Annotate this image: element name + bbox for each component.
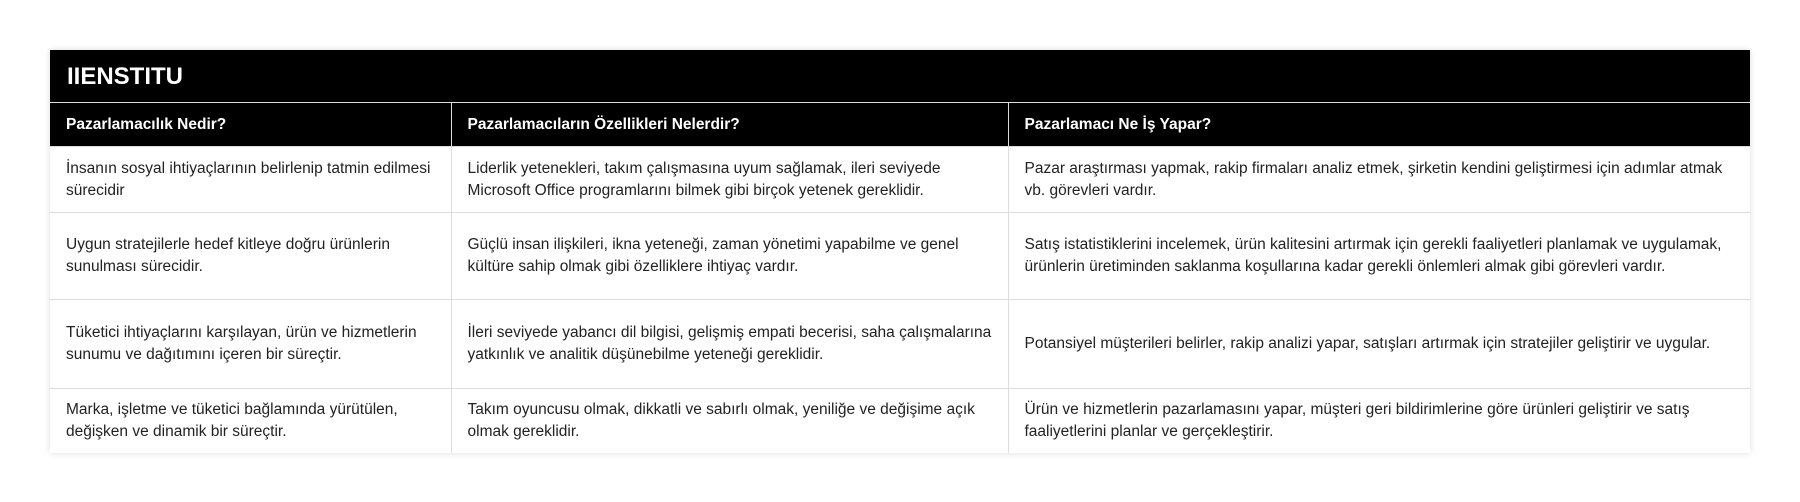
table-cell: Potansiyel müşterileri belirler, rakip analizi yapar, satışları artırmak için stratejiler geliştirir ve uygular.	[1008, 300, 1750, 389]
header-row	[50, 103, 1750, 147]
table-row	[50, 389, 1750, 454]
table-cell: İleri seviyede yabancı dil bilgisi, gelişmiş empati becerisi, saha çalışmalarına yatkınlık ve analitik düşünebilme yeteneği gereklidir.	[451, 300, 1008, 389]
table-cell: Tüketici ihtiyaçlarını karşılayan, ürün ve hizmetlerin sunumu ve dağıtımını içeren bir süreçtir.	[50, 300, 451, 389]
table-cell: İnsanın sosyal ihtiyaçlarının belirlenip tatmin edilmesi sürecidir	[50, 147, 451, 213]
table-cell: Ürün ve hizmetlerin pazarlamasını yapar, müşteri geri bildirimlerine göre ürünleri geliştirir ve satış faaliyetlerini planlar ve gerçekleştirir.	[1008, 389, 1750, 454]
table-row	[50, 147, 1750, 213]
table-cell: Pazar araştırması yapmak, rakip firmaları analiz etmek, şirketin kendini geliştirmesi için adımlar atmak vb. görevleri vardır.	[1008, 147, 1750, 213]
table-cell: Güçlü insan ilişkileri, ikna yeteneği, zaman yönetimi yapabilme ve genel kültüre sahip olmak gibi özelliklere ihtiyaç vardır.	[451, 213, 1008, 300]
column-header: Pazarlamacı Ne İş Yapar?	[1008, 103, 1750, 147]
table-cell: Marka, işletme ve tüketici bağlamında yürütülen, değişken ve dinamik bir süreçtir.	[50, 389, 451, 454]
column-header: Pazarlamacılık Nedir?	[50, 103, 451, 147]
table-cell: Satış istatistiklerini incelemek, ürün kalitesini artırmak için gerekli faaliyetleri planlamak ve uygulamak, ürünlerin üretiminden saklanma koşullarına kadar gerekli önlemleri almak gibi görevleri vardır.	[1008, 213, 1750, 300]
comparison-table	[50, 103, 1750, 453]
table-cell: Takım oyuncusu olmak, dikkatli ve sabırlı olmak, yeniliğe ve değişime açık olmak gereklidir.	[451, 389, 1008, 454]
table-title: IIENSTITU	[50, 50, 1750, 103]
table-cell: Uygun stratejilerle hedef kitleye doğru ürünlerin sunulması sürecidir.	[50, 213, 451, 300]
column-header: Pazarlamacıların Özellikleri Nelerdir?	[451, 103, 1008, 147]
table-row	[50, 300, 1750, 389]
table-row	[50, 213, 1750, 300]
table-cell: Liderlik yetenekleri, takım çalışmasına uyum sağlamak, ileri seviyede Microsoft Office programlarını bilmek gibi birçok yetenek gereklidir.	[451, 147, 1008, 213]
comparison-table-card	[50, 50, 1750, 453]
